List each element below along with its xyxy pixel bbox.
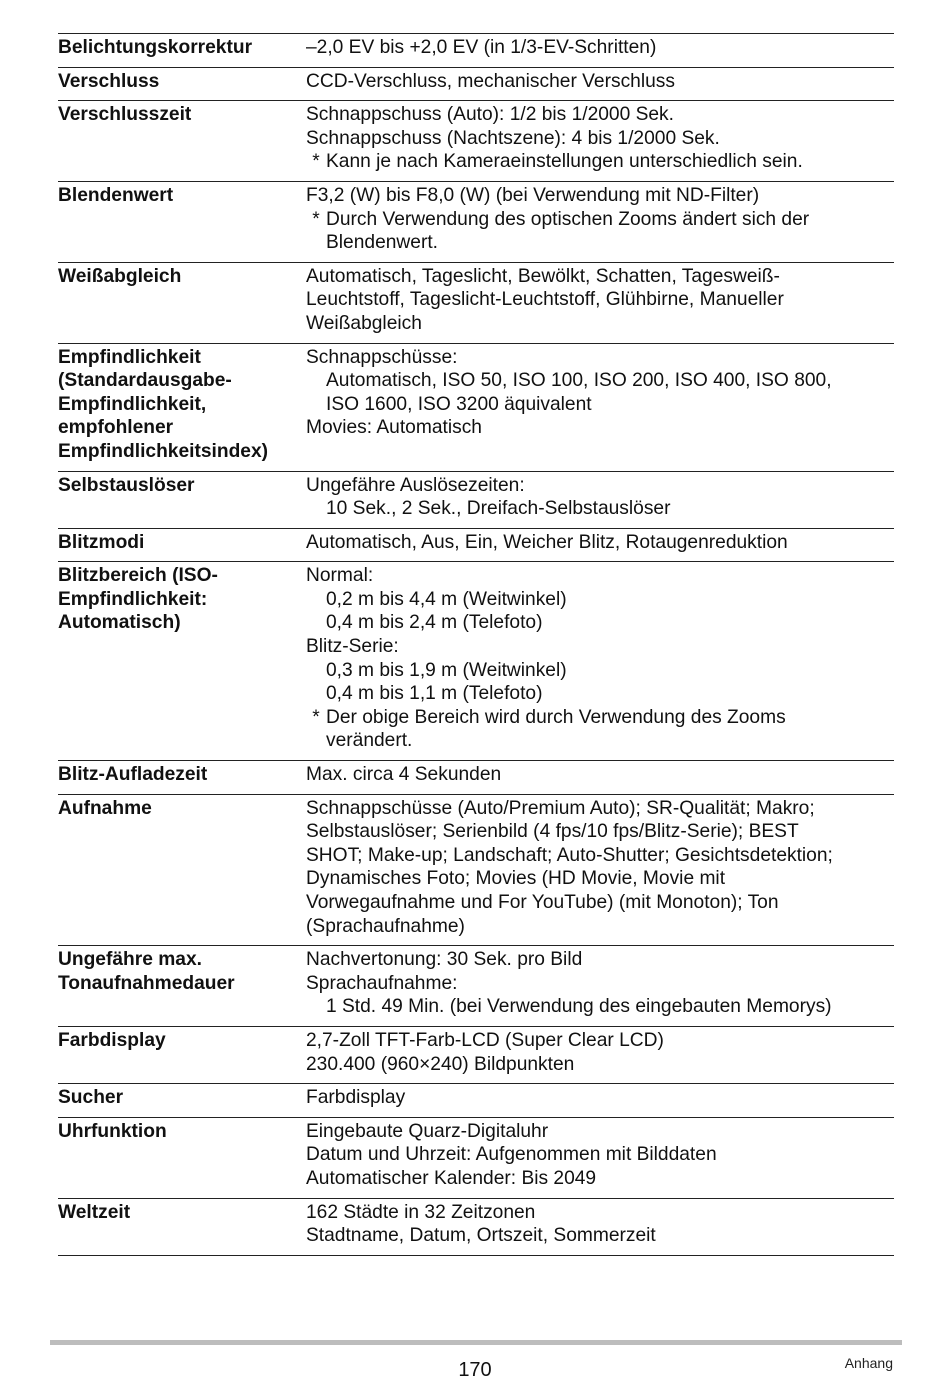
spec-label-line: Weltzeit: [58, 1201, 131, 1223]
spec-row: [58, 101, 894, 182]
spec-value-line: Movies: Automatisch: [306, 417, 482, 439]
spec-label-line: Farbdisplay: [58, 1029, 166, 1051]
spec-value-line: Sprachaufnahme:: [306, 972, 458, 994]
spec-value: [306, 1029, 894, 1076]
spec-row: [58, 1027, 894, 1084]
spec-label-line: Empfindlichkeit: [58, 346, 201, 368]
spec-row: [58, 34, 894, 68]
spec-value: [306, 36, 894, 60]
spec-table: [58, 33, 894, 1256]
spec-label-line: Sucher: [58, 1087, 124, 1109]
spec-label: [58, 265, 306, 336]
spec-value-line: CCD-Verschluss, mechanischer Verschluss: [306, 70, 675, 92]
spec-value: [306, 265, 894, 336]
spec-value-line: ISO 1600, ISO 3200 äquivalent: [326, 393, 592, 415]
spec-label-line: Uhrfunktion: [58, 1120, 167, 1142]
spec-row: [58, 529, 894, 563]
note-text: Der obige Bereich wird durch Verwendung des Zooms: [326, 706, 786, 728]
spec-value-line: Stadtname, Datum, Ortszeit, Sommerzeit: [306, 1225, 656, 1247]
note-asterisk: *: [312, 151, 320, 173]
spec-row: [58, 1199, 894, 1256]
spec-value-line: Blitz-Serie:: [306, 636, 399, 658]
spec-row: [58, 472, 894, 529]
spec-label-line: Verschlusszeit: [58, 104, 192, 126]
spec-label: [58, 346, 306, 464]
spec-label: [58, 797, 306, 939]
note-asterisk: *: [312, 706, 320, 728]
spec-value-line: Eingebaute Quarz-Digitaluhr: [306, 1120, 549, 1142]
spec-label: [58, 564, 306, 753]
spec-value-line: Normal:: [306, 565, 374, 587]
spec-label: [58, 1201, 306, 1248]
spec-value-line: 0,4 m bis 2,4 m (Telefoto): [326, 612, 543, 634]
spec-value-line: Schnappschuss (Nachtszene): 4 bis 1/2000 Sek.: [306, 127, 720, 149]
spec-label-line: (Standardausgabe-: [58, 370, 232, 392]
spec-value: [306, 948, 894, 1019]
spec-label-line: Automatisch): [58, 612, 181, 634]
spec-row: [58, 344, 894, 472]
spec-value: [306, 797, 894, 939]
spec-value: [306, 1086, 894, 1110]
spec-value: [306, 474, 894, 521]
spec-value-line: –2,0 EV bis +2,0 EV (in 1/3-EV-Schritten): [306, 37, 657, 58]
spec-value-line: Automatisch, Aus, Ein, Weicher Blitz, Rotaugenreduktion: [306, 531, 788, 553]
spec-label-line: Blendenwert: [58, 184, 174, 206]
spec-value-line: Max. circa 4 Sekunden: [306, 764, 502, 786]
spec-label-line: Ungefähre max.: [58, 949, 202, 971]
spec-note-line: [306, 706, 894, 730]
spec-value: [306, 184, 894, 255]
spec-value-line: 0,4 m bis 1,1 m (Telefoto): [326, 683, 543, 705]
spec-row: [58, 562, 894, 761]
spec-value-line: Blendenwert.: [326, 232, 438, 254]
spec-value-line: Weißabgleich: [306, 312, 422, 334]
spec-row: [58, 795, 894, 947]
spec-label-line: Empfindlichkeit,: [58, 393, 207, 415]
page-number: 170: [458, 1359, 492, 1381]
spec-value-line: verändert.: [326, 730, 413, 752]
spec-row: [58, 761, 894, 795]
spec-value: [306, 1201, 894, 1248]
spec-label-line: Selbstauslöser: [58, 474, 195, 496]
spec-value-line: Automatischer Kalender: Bis 2049: [306, 1167, 597, 1189]
spec-value-line: Dynamisches Foto; Movies (HD Movie, Movie mit: [306, 868, 726, 890]
spec-note-line: [306, 208, 894, 232]
spec-value: [306, 763, 894, 787]
spec-label-line: Belichtungskorrektur: [58, 37, 253, 58]
spec-label-line: Verschluss: [58, 70, 160, 92]
spec-row: [58, 1084, 894, 1118]
spec-value-line: Schnappschüsse:: [306, 346, 458, 368]
spec-value-line: 1 Std. 49 Min. (bei Verwendung des eingebauten Memorys): [326, 996, 832, 1018]
spec-value-line: F3,2 (W) bis F8,0 (W) (bei Verwendung mit ND-Filter): [306, 184, 760, 206]
spec-note-line: [306, 150, 894, 174]
spec-label-line: empfohlener: [58, 417, 174, 439]
spec-label: [58, 763, 306, 787]
spec-value-line: Datum und Uhrzeit: Aufgenommen mit Bilddaten: [306, 1144, 717, 1166]
spec-value: [306, 1120, 894, 1191]
spec-label-line: Tonaufnahmedauer: [58, 972, 235, 994]
spec-label-line: Weißabgleich: [58, 265, 182, 287]
spec-label: [58, 70, 306, 94]
spec-label-line: Aufnahme: [58, 797, 152, 819]
spec-value-line: 162 Städte in 32 Zeitzonen: [306, 1201, 536, 1223]
note-asterisk: *: [312, 208, 320, 230]
spec-value-line: Selbstauslöser; Serienbild (4 fps/10 fps/Blitz-Serie); BEST: [306, 821, 799, 843]
spec-value-line: SHOT; Make-up; Landschaft; Auto-Shutter; Gesichtsdetektion;: [306, 844, 833, 866]
spec-value-line: Nachvertonung: 30 Sek. pro Bild: [306, 949, 583, 971]
spec-value-line: Vorwegaufnahme und For YouTube) (mit Monoton); Ton: [306, 892, 779, 913]
note-text: Durch Verwendung des optischen Zooms ändert sich der: [326, 208, 810, 230]
spec-label-line: Blitzbereich (ISO-: [58, 565, 218, 587]
spec-value: [306, 564, 894, 753]
spec-label-line: Blitz-Aufladezeit: [58, 764, 208, 786]
spec-value: [306, 70, 894, 94]
spec-value: [306, 531, 894, 555]
spec-label: [58, 36, 306, 60]
spec-label: [58, 948, 306, 1019]
spec-row: [58, 1118, 894, 1199]
spec-value: [306, 346, 894, 464]
spec-label: [58, 1029, 306, 1076]
spec-row: [58, 263, 894, 344]
spec-label: [58, 103, 306, 174]
spec-value-line: 0,3 m bis 1,9 m (Weitwinkel): [326, 659, 567, 681]
spec-label: [58, 474, 306, 521]
spec-value-line: 230.400 (960×240) Bildpunkten: [306, 1053, 575, 1075]
note-text: Kann je nach Kameraeinstellungen unterschiedlich sein.: [326, 151, 803, 173]
spec-label: [58, 1120, 306, 1191]
spec-value: [306, 103, 894, 174]
spec-row: [58, 182, 894, 263]
spec-value-line: Automatisch, ISO 50, ISO 100, ISO 200, ISO 400, ISO 800,: [326, 370, 832, 392]
spec-value-line: (Sprachaufnahme): [306, 915, 465, 937]
spec-label: [58, 184, 306, 255]
spec-value-line: 10 Sek., 2 Sek., Dreifach-Selbstauslöser: [326, 498, 671, 520]
spec-value-line: 2,7-Zoll TFT-Farb-LCD (Super Clear LCD): [306, 1029, 664, 1051]
spec-value-line: Automatisch, Tageslicht, Bewölkt, Schatten, Tagesweiß-: [306, 265, 780, 287]
spec-label-line: Empfindlichkeit:: [58, 588, 208, 610]
spec-value-line: Farbdisplay: [306, 1087, 406, 1109]
spec-label: [58, 531, 306, 555]
spec-value-line: Schnappschüsse (Auto/Premium Auto); SR-Qualität; Makro;: [306, 797, 815, 819]
spec-label: [58, 1086, 306, 1110]
section-label: Anhang: [844, 1355, 893, 1371]
spec-row: [58, 946, 894, 1027]
spec-label-line: Empfindlichkeitsindex): [58, 440, 269, 462]
spec-value-line: Schnappschuss (Auto): 1/2 bis 1/2000 Sek.: [306, 104, 674, 126]
spec-label-line: Blitzmodi: [58, 531, 145, 553]
spec-value-line: Leuchtstoff, Tageslicht-Leuchtstoff, Glühbirne, Manueller: [306, 289, 784, 311]
footer-divider: [50, 1340, 902, 1345]
spec-value-line: Ungefähre Auslösezeiten:: [306, 474, 525, 496]
spec-value-line: 0,2 m bis 4,4 m (Weitwinkel): [326, 588, 567, 610]
spec-row: [58, 68, 894, 102]
